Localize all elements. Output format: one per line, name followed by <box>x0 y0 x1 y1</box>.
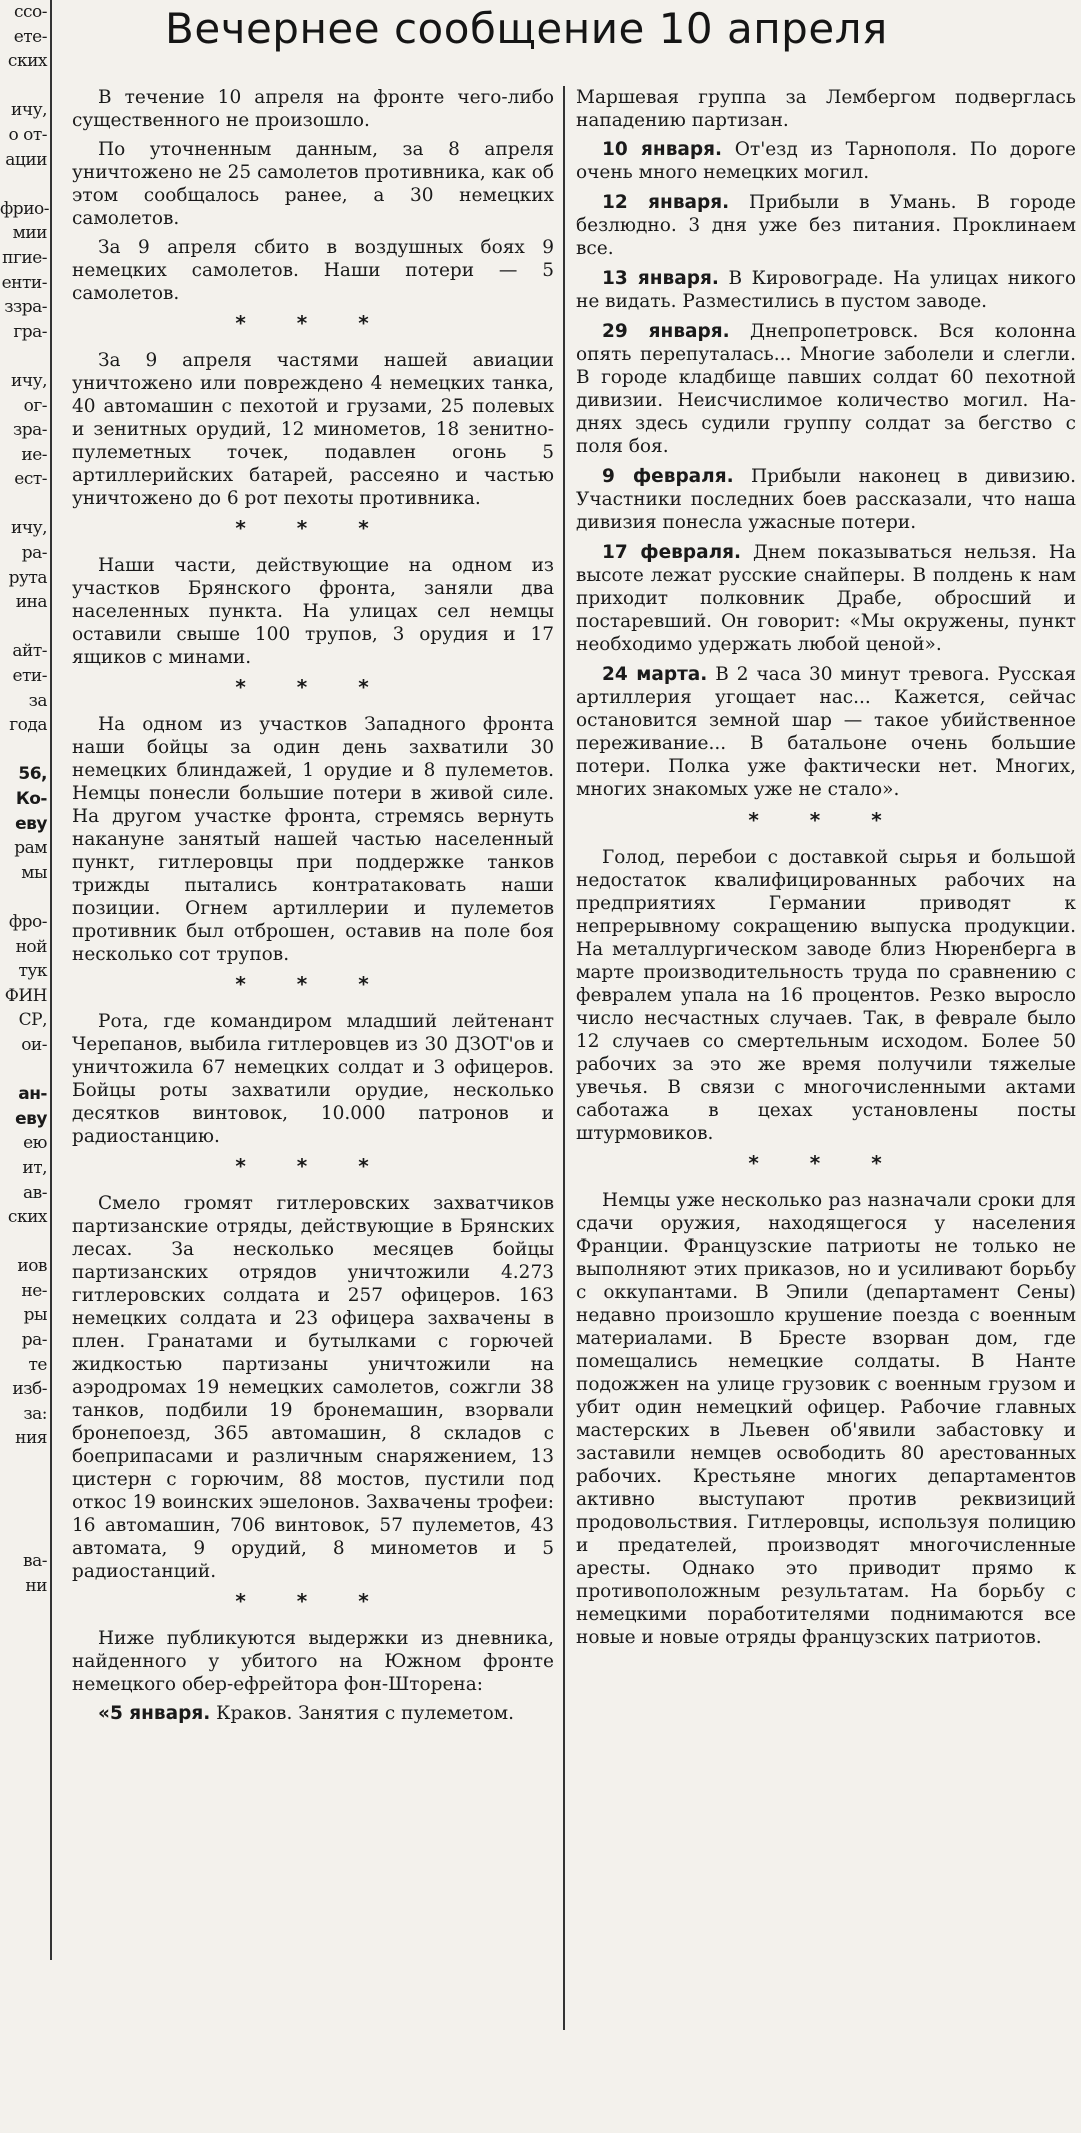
edge-fragment: ной <box>15 936 47 957</box>
article-paragraph: Немцы уже несколько раз назначали сроки для сдачи оружия, находящегося у населения Франции. Французские патриоты не только не выполняют этих приказов, но и усиливают борьбу с оккупантами. В Эпили (департамент Сены) недавно произошло крушение поезда с военным материалами. В Бресте взорван дом, где помещались немецкие солдаты. В Нанте подожжен на улице грузовик с военным грузом и убит один немецкий офицер. Рабочие главных мастерских в Льевен об'явили забастовку и заставили немцев освободить 80 арестованных рабочих. Крестьяне многих департаментов активно выступают против реквизиций продовольствия. Гитлеровцы, используя полицию и предателей, производят многочисленные аресты. Однако это приводит прямо к противоположным результатам. На борьбу с немецкими поработителями поднимаются все новые и новые отряды французских патриотов. <box>576 1190 1076 1648</box>
diary-entry-date: 12 января. <box>602 192 730 213</box>
edge-fragment: ав- <box>23 1182 47 1203</box>
article-paragraph: Наши части, действующие на одном из участков Брянского фронта, заняли два населенных пункта. На улицах сел немцы оставили свыше 100 трупов, 3 орудия и 17 ящиков с минами. <box>72 555 554 668</box>
edge-fragment: ею <box>23 1133 47 1154</box>
edge-fragment <box>0 885 50 910</box>
edge-fragment: ичу, <box>11 100 47 121</box>
edge-fragment: ие- <box>21 444 47 465</box>
edge-fragment <box>0 738 50 763</box>
edge-fragment: изб- <box>12 1379 47 1400</box>
edge-fragment: ззра- <box>4 297 47 318</box>
edge-fragment: ит, <box>22 1157 47 1178</box>
edge-fragment: ичу, <box>11 370 47 391</box>
edge-fragment: ест- <box>14 469 47 490</box>
diary-entry <box>576 191 1076 260</box>
edge-fragment: не- <box>21 1280 47 1301</box>
edge-fragment: о от- <box>8 124 47 145</box>
edge-fragment: ры <box>23 1305 47 1326</box>
edge-fragment: ва- <box>23 1551 47 1572</box>
edge-fragment: ния <box>15 1428 47 1449</box>
headline: Вечернее сообщение 10 апреля <box>165 4 888 53</box>
article-paragraph: За 9 апреля частями нашей авиации уничтожено или повреждено 4 немецких танка, 40 автомашин с пехотой и грузами, 25 полевых и зенитных орудий, 12 минометов, 18 зенитно-пулеметных точек, подавлен огонь 5 артиллерийских батарей, рассеяно и частью уничтожено до 6 рот пехоты противника. <box>72 350 554 509</box>
edge-fragment <box>0 1476 50 1501</box>
article-paragraph: В течение 10 апреля на фронте чего-либо существенного не произошло. <box>72 87 554 131</box>
diary-entry-text: Прибыли в Умань. В городе безлюдно. 3 дня уже без питания. Проклинаем все. <box>576 192 1077 259</box>
edge-fragment: 56, <box>18 764 47 785</box>
edge-fragment: еву <box>15 1108 47 1129</box>
article-paragraph: Рота, где командиром младший лейтенант Черепанов, выбила гитлеровцев из 30 ДЗОТ'ов и уничтожила 67 немецких солдат и 3 офицеров. Бойцы роты захватили орудие, несколько десятков винтовок, 10.000 патронов и радиостанцию. <box>72 1011 554 1147</box>
diary-entry-text: Прибыли наконец в дивизию. Участники последних боев рассказали, что наша дивизия понесла ужасные потери. <box>576 466 1076 533</box>
diary-entry-date: 17 февраля. <box>602 542 742 563</box>
edge-fragment: ете- <box>13 26 47 47</box>
left-edge-fragments <box>0 0 52 1960</box>
diary-entry <box>576 541 1076 656</box>
section-separator: * * * <box>235 516 391 540</box>
edge-fragment: Ко- <box>15 789 47 809</box>
edge-fragment: мы <box>21 862 47 883</box>
edge-fragment: мии <box>12 223 47 244</box>
article-paragraph: Ниже публикуются выдержки из дневника, найденного у убитого на Южном фронте немецкого обер-ефрейтора фон-Шторена: <box>72 1628 554 1695</box>
article-paragraph: За 9 апреля сбито в воздушных боях 9 немецких самолетов. Наши потери — 5 самолетов. <box>72 237 554 304</box>
article-paragraph: Маршевая группа за Лембергом подверглась нападению партизан. <box>576 87 1076 131</box>
diary-entry-text: Днем показываться нельзя. На высоте лежат русские снайперы. В полдень к нам приходит полковник Драбе, обросший и постаревший. Он говорит: «Мы окружены, пункт необходимо удержать любой ценой». <box>576 542 1077 655</box>
edge-fragment <box>0 172 50 197</box>
edge-fragment: енти- <box>1 272 47 293</box>
section-separator: * * * <box>748 808 904 832</box>
section-separator: * * * <box>235 972 391 996</box>
edge-fragment: ФИН <box>4 985 47 1006</box>
article-paragraph: Голод, перебои с доставкой сырья и большой недостаток квалифицированных рабочих на предприятиях Германии приводят к непрерывному сокращению выпуска продукции. На металлургическом заводе близ Нюренберга в марте производительность труда по сравнению с февралем упала на 16 процентов. Резко выросло число несчастных случаев. Так, в феврале было 12 случаев со смертельным исходом. Более 50 рабочих за это же время получили тяжелые увечья. В связи с многочисленными актами саботажа в цехах установлены посты штурмовиков. <box>576 847 1076 1144</box>
edge-fragment: ети- <box>12 666 47 687</box>
diary-entry <box>576 320 1076 458</box>
section-separator: * * * <box>235 1589 391 1613</box>
article-paragraph: Смело громят гитлеровских захватчиков партизанские отряды, действующие в Брянских лесах. За несколько месяцев бойцы партизанских отрядов уничтожили 4.273 гитлеровских солдата и 257 офицеров. 163 немецких солдата и 23 офицера захвачены в плен. Гранатами и бутылками с горючей жидкостью партизаны уничтожили на аэродромах 19 немецких самолетов, сожгли 38 танков, подбили 19 бронемашин, взорвали бронепоезд, 365 автомашин, 8 складов с боеприпасами и различным снаряжением, 13 цистерн с горючим, 88 мостов, пустили под откос 19 воинских эшелонов. Захвачены трофеи: 16 автомашин, 706 винтовок, 57 пулеметов, 43 автомата, 9 орудий, 8 минометов и 5 радиостанций. <box>72 1193 554 1582</box>
edge-fragment: фро- <box>8 911 47 932</box>
section-separator: * * * <box>748 1151 904 1175</box>
edge-fragment: ских <box>7 1207 47 1228</box>
edge-fragment: СР, <box>18 1010 47 1031</box>
edge-fragment: те <box>28 1354 47 1375</box>
diary-entry-text: В 2 часа 30 минут тревога. Русская артиллерия угощает нас... Кажется, сейчас остановится земной шар — такое убийственное переживание... В батальоне очень большие потери. Полка уже фактически нет. Многих, многих знакомых уже не стало». <box>576 664 1076 800</box>
edge-fragment: за: <box>23 1403 47 1424</box>
article-paragraph: На одном из участков Западного фронта наши бойцы за один день захватили 30 немецких блиндажей, 1 орудие и 8 пулеметов. Немцы понесли большие потери в живой силе. На другом участке фронта, стремясь вернуть накануне занятый нашей частью населенный пункт, гитлеровцы при поддержке танков трижды пытались контратаковать наши позиции. Огнем артиллерии и пулеметов противник был отброшен, оставив на поле боя несколько сот трупов. <box>72 714 554 965</box>
diary-entry <box>576 663 1076 801</box>
edge-fragment <box>0 1230 50 1255</box>
section-separator: * * * <box>235 1154 391 1178</box>
edge-fragment: ации <box>5 149 47 170</box>
edge-fragment <box>0 1451 50 1476</box>
diary-entry-text: Днепропетровск. Вся колонна опять перепуталась... Многие заболели и слегли. В городе кладбище павших солдат 60 пехотной дивизии. Неисчислимое количество могил. На-днях здесь судили группу солдат за бегство с поля боя. <box>576 321 1076 457</box>
diary-entry-text: Краков. Занятия с пулеметом. <box>210 1703 515 1724</box>
edge-fragment: ра- <box>21 543 47 564</box>
edge-fragment: тук <box>18 961 47 982</box>
edge-fragment: ских <box>7 51 47 72</box>
edge-fragment <box>0 74 50 99</box>
edge-fragment: за <box>28 690 47 711</box>
section-separator: * * * <box>235 311 391 335</box>
edge-fragment: ссо- <box>13 2 47 22</box>
edge-fragment: иов <box>17 1256 47 1277</box>
edge-fragment <box>0 1525 50 1550</box>
diary-entry-date: 13 января. <box>602 268 719 289</box>
diary-entry-date: 24 марта. <box>602 664 708 685</box>
edge-fragment: ичу, <box>11 518 47 539</box>
edge-fragment: ина <box>15 592 47 613</box>
diary-entry-text: В Кировограде. На улицах никого не видать. Разместились в пустом заводе. <box>576 268 1076 312</box>
edge-fragment: зра- <box>12 420 47 441</box>
diary-entry <box>576 465 1076 534</box>
diary-entry-date: 9 февраля. <box>602 466 734 487</box>
edge-fragment <box>0 1500 50 1525</box>
edge-fragment: ра- <box>21 1330 47 1351</box>
edge-fragment: рам <box>14 838 47 859</box>
left-column <box>72 86 554 1732</box>
edge-fragment <box>0 344 50 369</box>
column-divider <box>563 86 565 2030</box>
edge-fragment: года <box>9 715 47 736</box>
edge-fragment: гра- <box>13 321 47 342</box>
diary-entry <box>576 267 1076 313</box>
edge-fragment: фрио- <box>0 198 49 219</box>
right-column <box>576 86 1076 1655</box>
edge-fragment: ои- <box>21 1034 47 1055</box>
edge-fragment: пгие- <box>2 247 47 268</box>
edge-fragment <box>0 492 50 517</box>
diary-entry-date: «5 января. <box>98 1703 211 1724</box>
edge-fragment: еву <box>15 813 47 834</box>
section-separator: * * * <box>235 675 391 699</box>
edge-fragment: ог- <box>23 395 47 416</box>
edge-fragment <box>0 1058 50 1083</box>
article-paragraph: По уточненным данным, за 8 апреля уничтожено не 25 самолетов противника, как об этом сообщалось ранее, а 30 немецких самолетов. <box>72 139 554 229</box>
edge-fragment: ни <box>25 1576 47 1596</box>
edge-fragment: ан- <box>18 1084 47 1105</box>
diary-entry-text: От'езд из Тарнополя. По дороге очень много немецких могил. <box>576 139 1076 183</box>
edge-fragment: рута <box>8 567 47 588</box>
diary-entry <box>72 1702 554 1725</box>
edge-fragment: айт- <box>12 641 47 662</box>
diary-entry <box>576 138 1076 184</box>
edge-fragment <box>0 615 50 640</box>
diary-entry-date: 10 января. <box>602 139 723 160</box>
diary-entry-date: 29 января. <box>602 321 730 342</box>
